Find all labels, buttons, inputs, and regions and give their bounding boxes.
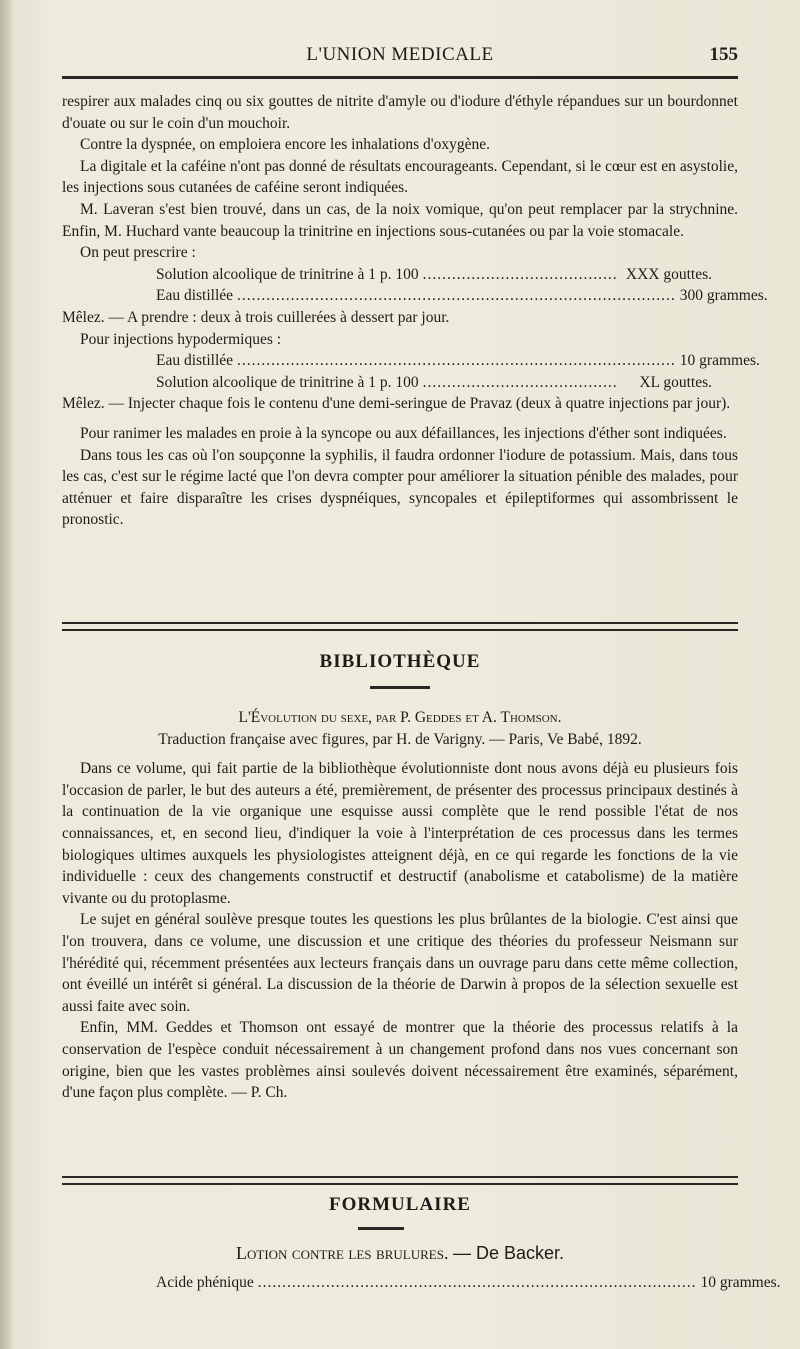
lotion-author: — De Backer.	[452, 1243, 564, 1263]
section-divider	[62, 1176, 738, 1185]
paragraph-laveran: M. Laveran s'est bien trouvé, dans un cas, de la noix vomique, qu'on peut remplacer par la strychnine. Enfin, M. Huchard vante beaucoup la trinitrine en injections sous-cutanées ou par la voie stomacale.	[62, 200, 738, 240]
bibliotheque-heading: BIBLIOTHÈQUE	[319, 651, 481, 672]
paragraph-continuation: respirer aux malades cinq ou six gouttes de nitrite d'amyle ou d'iodure d'éthyle répandues sur un bourdonnet d'ouate ou sur le coin d'un mouchoir.	[62, 93, 738, 132]
paragraph-syphilis: Dans tous les cas où l'on soupçonne la syphilis, il faudra ordonner l'iodure de potassium. Mais, dans tous les cas, c'est sur le régime lacté que l'on devra compter pour améliorer la situation pénible des malades, pour atténuer et faire disparaître les crises dyspnéiques, syncopales et épileptiformes qui assombrissent le pronostic.	[62, 446, 738, 529]
ingredient-quantity: 10 grammes.	[700, 1274, 781, 1291]
review-paragraph: Enfin, MM. Geddes et Thomson ont essayé de montrer que la théorie des processus relatifs à la conservation de l'espèce conduit nécessairement à un changement profond dans nos vues concernant son origine, bien que les vastes problèmes ainsi soulevés doivent nécessairement être examinés, séparément, d'une façon plus complète. — P. Ch.	[62, 1019, 738, 1102]
ingredient-name: Acide phénique	[156, 1274, 254, 1291]
ingredient-name: Solution alcoolique de trinitrine à 1 p. 100	[156, 373, 419, 391]
mix-instruction: Mêlez. — A prendre : deux à trois cuillerées à dessert par jour.	[62, 308, 450, 326]
heading-underline	[358, 1227, 404, 1230]
review-paragraph: Dans ce volume, qui fait partie de la bibliothèque évolutionniste dont nous avons déjà eu plusieurs fois l'occasion de parler, le but des auteurs a été, premièrement, de présenter des processus principaux destinés à la continuation de la vie organique une esquisse aussi complète que le rend possible l'état de nos connaissances, et, en second lieu, d'indiquer la voie à l'interprétation de ces processus dans les termes biologiques ultimes auxquels les physiologistes atteignent déjà, en ce qui regarde les fonctions de la vie individuelle : ceux des changements constructif et destructif (anabolisme et catabolisme) de la matière vivante ou du protoplasme.	[62, 760, 738, 907]
recipe-line	[156, 285, 768, 307]
page-header	[62, 40, 738, 70]
book-translation: Traduction française avec figures, par H. de Varigny. — Paris, Ve Babé, 1892.	[158, 730, 642, 748]
paragraph-dyspnea: Contre la dyspnée, on emploiera encore les inhalations d'oxygène.	[80, 136, 490, 154]
ingredient-name: Eau distillée	[156, 287, 234, 305]
ingredient-quantity: 10 grammes.	[679, 352, 760, 370]
prescribe-label: On peut prescrire :	[80, 244, 196, 262]
ingredient-quantity: XXX gouttes.	[625, 265, 712, 283]
leader-dots: ........................................	[422, 373, 618, 391]
recipe-line	[156, 1272, 781, 1294]
leader-dots: ..........................................................................................	[237, 287, 676, 305]
page-number: 155	[709, 44, 738, 65]
formulaire-heading: FORMULAIRE	[329, 1194, 471, 1215]
ingredient-name: Eau distillée	[156, 352, 234, 370]
ingredient-name: Solution alcoolique de trinitrine à 1 p. 100	[156, 265, 419, 283]
lotion-title: Lotion contre les brulures.	[236, 1243, 449, 1263]
heading-underline	[370, 686, 430, 689]
header-rule	[62, 76, 738, 79]
page-spine-shadow	[0, 0, 12, 1349]
lotion-heading	[62, 1243, 738, 1265]
injection-instruction: Mêlez. — Injecter chaque fois le contenu d'une demi-seringue de Pravaz (deux à quatre injections par jour).	[62, 395, 731, 413]
paragraph-syncope: Pour ranimer les malades en proie à la syncope ou aux défaillances, les injections d'éther sont indiquées.	[80, 424, 727, 442]
section-divider	[62, 622, 738, 631]
book-review	[62, 707, 738, 1104]
leader-dots: ..........................................................................................	[257, 1274, 697, 1291]
leader-dots: ........................................	[422, 265, 618, 283]
running-title: L'UNION MEDICALE	[306, 44, 494, 65]
injections-label: Pour injections hypodermiques :	[80, 330, 282, 348]
book-title: L'Évolution du sexe, par P. Geddes et A. Thomson.	[238, 709, 562, 726]
review-paragraph: Le sujet en général soulève presque toutes les questions les plus brûlantes de la biologie. C'est ainsi que l'on trouvera, dans ce volume, une discussion et une critique des théories du professeur Neismann sur l'hérédité qui, récemment présentées aux lecteurs français dans un ouvrage paru dans cette même collection, ont éveillé un intérêt si général. La discussion de la théorie de Darwin à propos de la sélection sexuelle est aussi faite avec soin.	[62, 911, 738, 1015]
recipe-line	[156, 372, 712, 394]
ingredient-quantity: 300 grammes.	[679, 287, 768, 305]
recipe-line	[156, 264, 712, 286]
paragraph-digitale: La digitale et la caféine n'ont pas donné de résultats encourageants. Cependant, si le cœur est en asystolie, les injections sous cutanées de caféine seront indiquées.	[62, 157, 738, 197]
formulaire-recipe	[62, 1272, 781, 1294]
leader-dots: ..........................................................................................	[237, 352, 676, 370]
recipe-line	[156, 350, 760, 372]
medical-text	[62, 91, 768, 531]
ingredient-quantity: XL gouttes.	[639, 373, 712, 391]
